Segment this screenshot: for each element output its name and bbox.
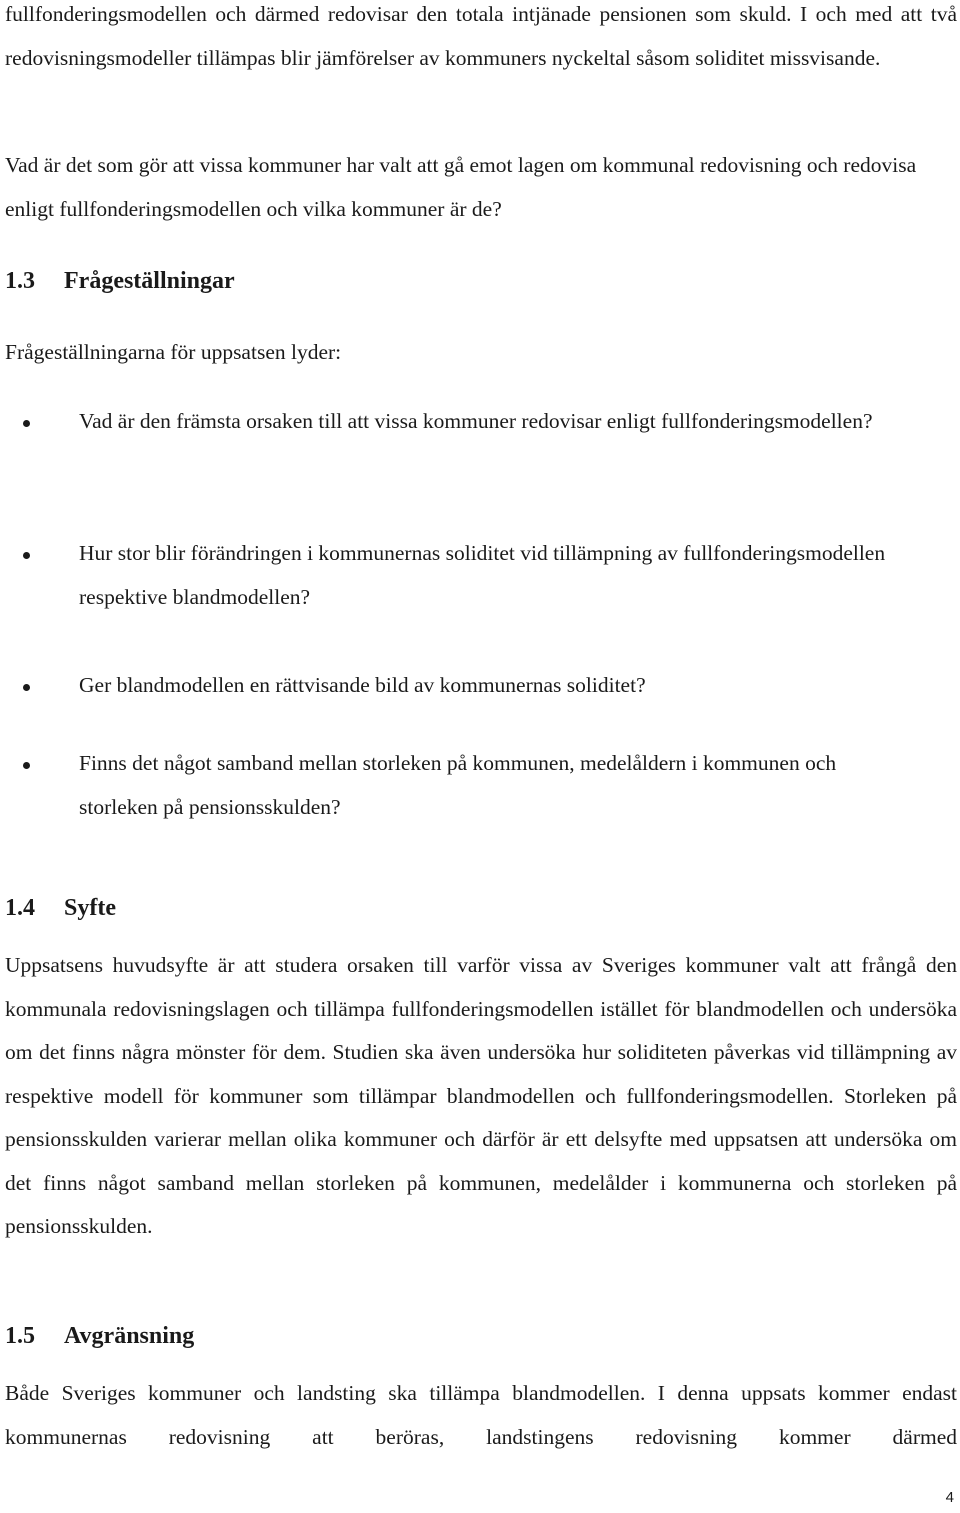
bullet-icon xyxy=(23,684,30,691)
page-number: 4 xyxy=(945,1489,954,1506)
intro-paragraph: fullfonderingsmodellen och därmed redovisar den totala intjänade pensionen som skuld. I och med att två redovisningsmodeller tillämpas blir jämförelser av kommuners nyckeltal såsom soliditet missvisande. xyxy=(5,2,957,70)
list-item-text: Finns det något samband mellan storleken på kommunen, medelåldern i kommunen och storleken på pensionsskulden? xyxy=(79,751,837,819)
list-item-text: Hur stor blir förändringen i kommunernas soliditet vid tillämpning av fullfonderingsmodellen respektive blandmodellen? xyxy=(79,541,886,609)
questions-lead: Frågeställningarna för uppsatsen lyder: xyxy=(5,340,342,364)
list-item-text: Ger blandmodellen en rättvisande bild av kommunernas soliditet? xyxy=(79,673,646,697)
section-number: 1.5 xyxy=(5,1323,35,1349)
section-heading-1-4 xyxy=(5,893,116,923)
section-heading-1-3 xyxy=(5,266,235,296)
section-heading-1-5 xyxy=(5,1321,194,1351)
list-item-text: Vad är den främsta orsaken till att vissa kommuner redovisar enligt fullfonderingsmodellen? xyxy=(79,409,873,433)
section-number: 1.4 xyxy=(5,895,35,921)
bullet-icon xyxy=(23,420,30,427)
purpose-paragraph: Uppsatsens huvudsyfte är att studera orsaken till varför vissa av Sveriges kommuner valt att frångå den kommunala redovisningslagen och tillämpa fullfonderingsmodellen istället för blandmodellen och undersöka om det finns några mönster för dem. Studien ska även undersöka hur soliditeten påverkas vid tillämpning av respektive modell för kommuner som tillämpar blandmodellen och fullfonderingsmodellen. Storleken på pensionsskulden varierar mellan olika kommuner och därför är ett delsyfte med uppsatsen att undersöka om det finns något samband mellan storleken på kommunen, medelålder i kommunerna och storleken på pensionsskulden. xyxy=(5,953,957,1238)
bullet-icon xyxy=(23,552,30,559)
section-title: Frågeställningar xyxy=(64,268,235,294)
intro-question-paragraph: Vad är det som gör att vissa kommuner har valt att gå emot lagen om kommunal redovisning och redovisa enligt fullfonderingsmodellen och vilka kommuner är de? xyxy=(5,153,917,221)
bullet-icon xyxy=(23,762,30,769)
section-title: Avgränsning xyxy=(64,1323,195,1349)
section-title: Syfte xyxy=(64,895,116,921)
section-number: 1.3 xyxy=(5,268,35,294)
delimitation-paragraph: Både Sveriges kommuner och landsting ska tillämpa blandmodellen. I denna uppsats kommer endast kommunernas redovisning att beröras, landstingens redovisning kommer därmed xyxy=(5,1381,957,1449)
